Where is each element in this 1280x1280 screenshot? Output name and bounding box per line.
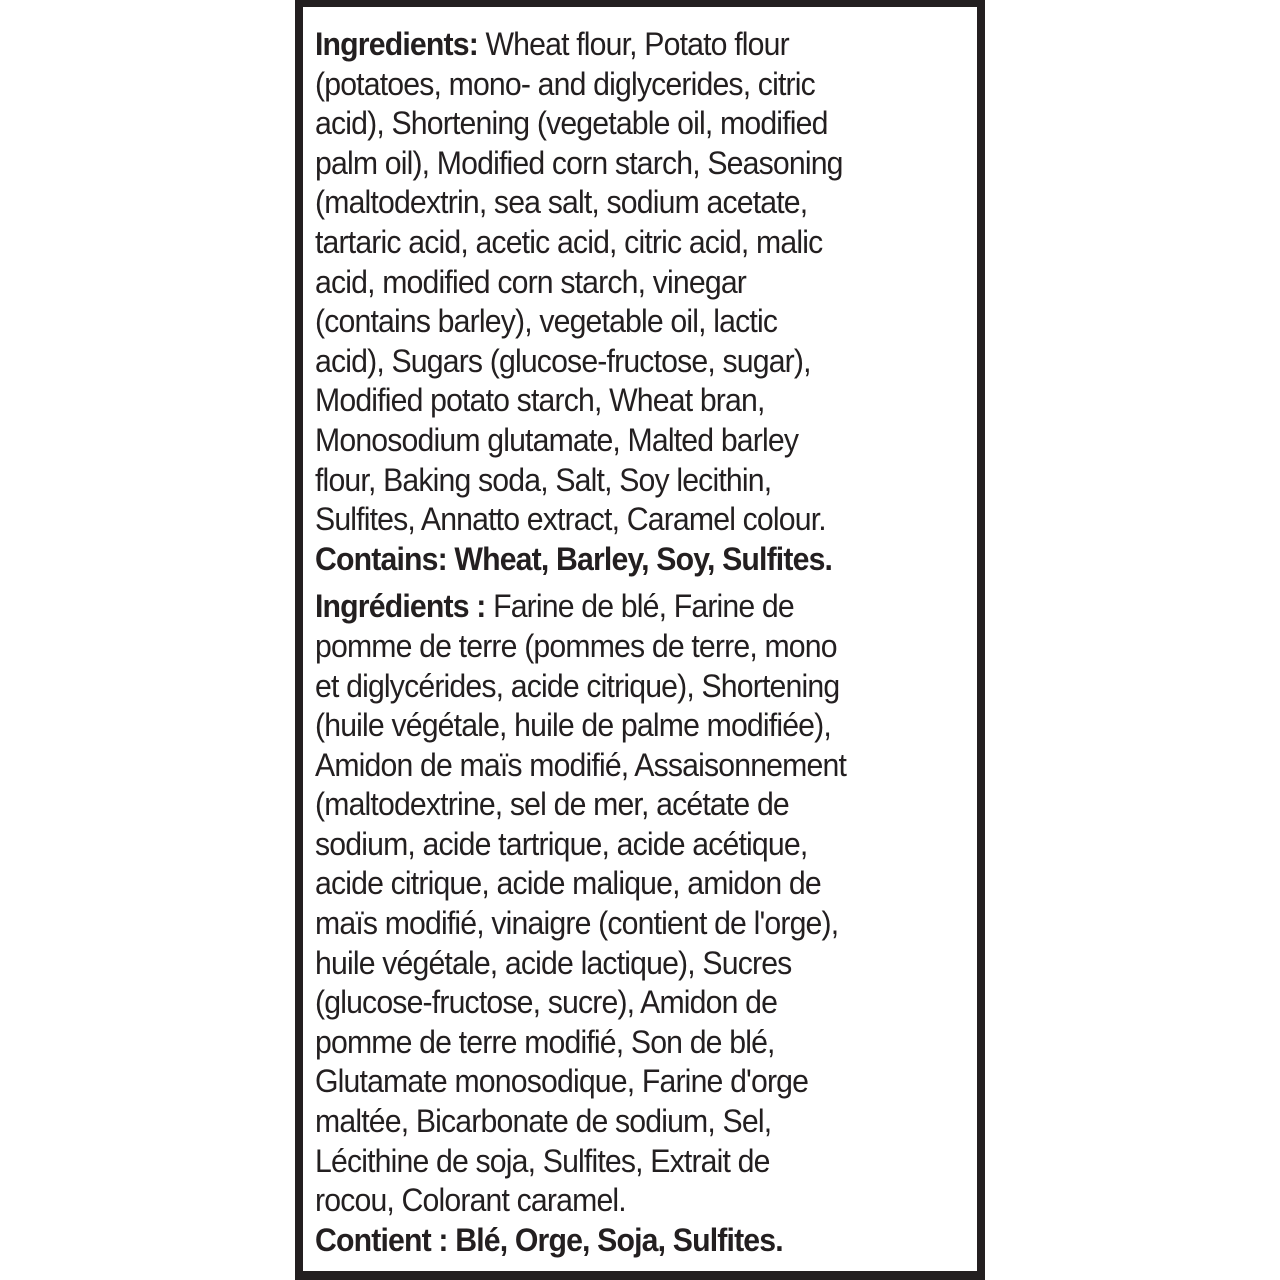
english-ingredients-line: Monosodium glutamate, Malted barley	[315, 421, 799, 458]
english-ingredients-line: (maltodextrin, sea salt, sodium acetate,	[315, 184, 808, 221]
section-gap	[315, 579, 938, 587]
english-ingredients-text: Wheat flour, Potato flour	[485, 26, 789, 62]
english-ingredients-line: acid), Shortening (vegetable oil, modified	[315, 105, 828, 142]
english-ingredients-line	[315, 25, 938, 65]
french-ingredients-line: (maltodextrine, sel de mer, acétate de	[315, 786, 789, 823]
french-ingredients-line: (glucose-fructose, sucre), Amidon de	[315, 984, 778, 1021]
french-ingredients-line: pomme de terre (pommes de terre, mono	[315, 627, 837, 664]
french-ingredients-line: sodium, acide tartrique, acide acétique,	[315, 825, 808, 862]
french-ingredients-line: pomme de terre modifié, Son de blé,	[315, 1023, 775, 1060]
english-ingredients-line: acid, modified corn starch, vinegar	[315, 263, 747, 300]
french-ingredients-text: Farine de blé, Farine de	[493, 588, 794, 625]
english-ingredients-line: (potatoes, mono- and diglycerides, citric	[315, 65, 815, 102]
english-ingredients-heading: Ingredients:	[315, 26, 478, 62]
english-allergen-statement: Contains: Wheat, Barley, Soy, Sulfites.	[315, 540, 833, 577]
french-ingredients-line	[315, 587, 938, 627]
french-ingredients-line: maïs modifié, vinaigre (contient de l'orge),	[315, 905, 839, 942]
french-ingredients-heading: Ingrédients :	[315, 588, 486, 625]
french-ingredients-line: et diglycérides, acide citrique), Shortening	[315, 667, 840, 704]
ingredient-label-content	[315, 25, 938, 1260]
english-ingredients-line: palm oil), Modified corn starch, Seasoning	[315, 144, 843, 181]
french-ingredients-line: (huile végétale, huile de palme modifiée),	[315, 707, 831, 744]
ingredient-label-panel	[295, 0, 985, 1280]
french-ingredients-line: maltée, Bicarbonate de sodium, Sel,	[315, 1103, 772, 1140]
english-ingredients-section	[315, 25, 938, 579]
french-ingredients-line: acide citrique, acide malique, amidon de	[315, 865, 821, 902]
french-allergen-statement: Contient : Blé, Orge, Soja, Sulfites.	[315, 1221, 783, 1258]
english-ingredients-line: flour, Baking soda, Salt, Soy lecithin,	[315, 461, 772, 498]
french-ingredients-section	[315, 587, 938, 1260]
english-ingredients-line: (contains barley), vegetable oil, lactic	[315, 303, 778, 340]
french-ingredients-line: Lécithine de soja, Sulfites, Extrait de	[315, 1142, 770, 1179]
french-ingredients-line: Amidon de maïs modifié, Assaisonnement	[315, 746, 847, 783]
english-ingredients-line: Sulfites, Annatto extract, Caramel colour.	[315, 501, 826, 538]
english-ingredients-line: tartaric acid, acetic acid, citric acid, malic	[315, 223, 823, 260]
english-ingredients-line: Modified potato starch, Wheat bran,	[315, 382, 765, 419]
french-ingredients-line: Glutamate monosodique, Farine d'orge	[315, 1063, 809, 1100]
english-ingredients-line: acid), Sugars (glucose-fructose, sugar),	[315, 342, 811, 379]
french-ingredients-line: rocou, Colorant caramel.	[315, 1182, 626, 1219]
french-ingredients-line: huile végétale, acide lactique), Sucres	[315, 944, 792, 981]
